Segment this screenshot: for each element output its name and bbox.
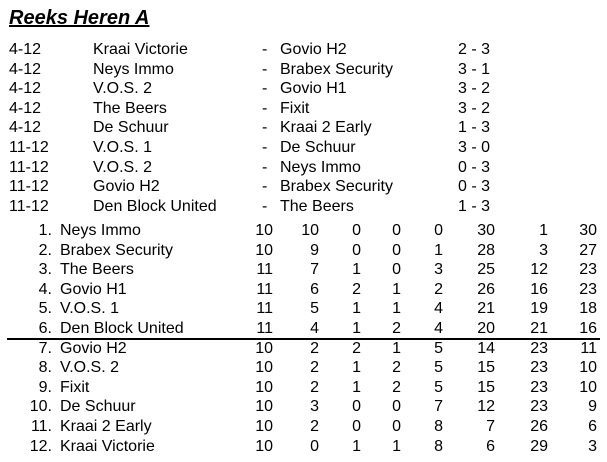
stat-cell-2: 2 [310,418,319,435]
stat-cell-5: 4 [434,320,443,337]
stat-cell-4: 0 [392,241,401,259]
sets-against-cell: 26 [530,418,548,435]
home-team: V.O.S. 2 [93,80,152,98]
away-team: Kraai 2 Early [280,119,372,137]
stat-cell-3: 0 [352,241,361,259]
team-cell: The Beers [60,261,134,279]
rank-cell: 2. [38,241,52,259]
sets-against-cell: 23 [530,398,548,416]
sets-for-cell: 21 [477,300,495,318]
stat-cell-2: 5 [310,300,319,318]
match-date: 11-12 [9,197,49,215]
match-score: 3 - 2 [458,99,491,117]
stat-cell-4: 1 [392,300,401,318]
stat-cell-2: 10 [301,222,319,239]
points-cell: 18 [579,300,597,318]
match-separator: - [262,119,268,137]
rank-cell: 11. [30,418,52,435]
stat-cell-5: 2 [434,280,443,298]
standing-row [0,221,607,241]
standing-row [0,241,607,261]
stat-cell-5: 0 [434,222,443,239]
match-row [0,60,607,80]
stat-cell-5: 8 [434,437,443,455]
rank-cell: 6. [38,320,52,337]
played-cell: 10 [255,359,273,377]
sets-against-cell: 23 [530,378,548,396]
played-cell: 11 [256,261,273,279]
home-team: V.O.S. 1 [93,139,152,156]
sets-against-cell: 3 [539,241,548,259]
home-team: V.O.S. 2 [93,158,152,176]
points-cell: 10 [579,378,597,396]
stat-cell-2: 2 [310,339,319,357]
match-row [0,79,607,99]
sets-for-cell: 25 [477,261,495,279]
stat-cell-5: 5 [434,378,443,396]
rank-cell: 4. [38,280,52,298]
stat-cell-3: 2 [352,339,361,357]
stat-cell-3: 1 [352,437,361,455]
standing-row [0,319,607,339]
away-team: Brabex Security [280,60,393,78]
match-date: 4-12 [9,80,42,98]
points-cell: 23 [579,280,597,298]
sets-for-cell: 6 [486,437,495,455]
match-score: 0 - 3 [458,178,491,196]
match-score: 3 - 1 [458,60,491,78]
match-score: 1 - 3 [458,119,491,137]
home-team: Kraai Victorie [93,41,188,58]
standing-row [0,280,607,300]
rank-cell: 1. [38,222,52,239]
match-date: 4-12 [9,119,42,137]
match-score: 0 - 3 [458,158,491,176]
standing-row [0,299,607,319]
stat-cell-4: 2 [392,320,401,337]
points-cell: 23 [579,261,597,279]
match-separator: - [262,41,268,58]
match-separator: - [262,158,268,176]
stat-cell-4: 0 [392,398,401,416]
stat-cell-4: 0 [392,222,401,239]
played-cell: 10 [255,339,273,357]
points-cell: 16 [579,320,597,337]
stat-cell-5: 4 [434,300,443,318]
standing-row [0,339,607,359]
stat-cell-2: 9 [310,241,319,259]
match-row [0,177,607,197]
points-cell: 27 [579,241,597,259]
played-cell: 11 [256,300,273,318]
team-cell: Kraai 2 Early [60,418,152,435]
sets-for-cell: 30 [477,222,495,239]
team-cell: Neys Immo [60,222,141,239]
sets-against-cell: 1 [539,222,548,239]
sets-against-cell: 12 [530,261,548,279]
away-team: De Schuur [280,139,356,156]
team-cell: Govio H2 [60,339,127,357]
standing-row [0,437,607,457]
sets-against-cell: 23 [530,339,548,357]
match-row [0,138,607,158]
stat-cell-2: 4 [310,320,319,337]
rank-cell: 10. [29,398,52,416]
away-team: Brabex Security [280,178,393,196]
match-separator: - [262,99,268,117]
home-team: De Schuur [93,119,169,137]
stat-cell-3: 0 [352,222,361,239]
played-cell: 11 [256,280,273,298]
sets-for-cell: 15 [477,378,495,396]
team-cell: Govio H1 [60,280,127,298]
stat-cell-2: 0 [310,437,319,455]
stat-cell-2: 6 [310,280,319,298]
played-cell: 10 [255,437,273,455]
sets-for-cell: 28 [477,241,495,259]
points-cell: 10 [579,359,597,377]
match-score: 2 - 3 [458,41,491,58]
match-separator: - [262,60,268,78]
stat-cell-5: 8 [434,418,443,435]
match-score: 1 - 3 [458,197,491,215]
stat-cell-3: 2 [352,280,361,298]
team-cell: De Schuur [60,398,136,416]
played-cell: 11 [256,320,273,337]
home-team: The Beers [93,99,167,117]
sets-for-cell: 14 [477,339,495,357]
stat-cell-2: 7 [310,261,319,279]
stat-cell-2: 2 [310,378,319,396]
stat-cell-3: 0 [352,398,361,416]
page-title: Reeks Heren A [9,7,150,29]
team-cell: Fixit [60,378,90,396]
match-date: 11-12 [9,139,49,156]
away-team: Fixit [280,99,310,117]
home-team: Neys Immo [93,60,174,78]
away-team: Govio H2 [280,41,347,58]
rank-cell: 9. [38,378,52,396]
stat-cell-3: 1 [352,378,361,396]
match-date: 4-12 [9,41,42,58]
sets-for-cell: 20 [477,320,495,337]
home-team: Den Block United [93,197,217,215]
sets-for-cell: 26 [477,280,495,298]
stat-cell-4: 0 [392,261,401,279]
match-separator: - [262,178,268,196]
stat-cell-3: 1 [352,300,361,318]
stat-cell-5: 3 [434,261,443,279]
stat-cell-4: 0 [392,418,401,435]
standing-row [0,358,607,378]
away-team: Govio H1 [280,80,347,98]
points-cell: 11 [580,339,597,357]
stat-cell-4: 2 [392,378,401,396]
rank-cell: 3. [38,261,52,279]
match-row [0,118,607,138]
match-separator: - [262,197,268,215]
played-cell: 10 [255,241,273,259]
match-row [0,99,607,119]
match-score: 3 - 2 [458,80,491,98]
stat-cell-3: 0 [352,418,361,435]
sets-for-cell: 12 [477,398,495,416]
points-cell: 30 [579,222,597,239]
match-separator: - [262,80,268,98]
home-team: Govio H2 [93,178,160,196]
stat-cell-4: 1 [392,339,401,357]
team-cell: Brabex Security [60,241,173,259]
rank-cell: 5. [38,300,52,318]
stat-cell-2: 2 [310,359,319,377]
match-row [0,197,607,217]
stat-cell-5: 1 [434,241,443,259]
match-separator: - [262,139,268,156]
match-row [0,40,607,60]
stat-cell-5: 5 [434,339,443,357]
away-team: The Beers [280,197,354,215]
relegation-divider [7,338,600,340]
rank-cell: 12. [29,437,52,455]
stat-cell-4: 2 [392,359,401,377]
stat-cell-3: 1 [352,261,361,279]
stat-cell-4: 1 [392,280,401,298]
sets-for-cell: 15 [477,359,495,377]
team-cell: V.O.S. 2 [60,359,119,377]
match-date: 11-12 [9,178,49,196]
stat-cell-3: 1 [352,320,361,337]
stat-cell-2: 3 [310,398,319,416]
sets-for-cell: 7 [486,418,495,435]
points-cell: 9 [588,398,597,416]
team-cell: Kraai Victorie [60,437,155,455]
rank-cell: 7. [38,339,52,357]
match-date: 4-12 [9,60,42,78]
played-cell: 10 [255,398,273,416]
team-cell: V.O.S. 1 [60,300,119,318]
sets-against-cell: 29 [530,437,548,455]
standing-row [0,417,607,437]
away-team: Neys Immo [280,158,361,176]
match-date: 4-12 [9,99,42,117]
stat-cell-5: 5 [434,359,443,377]
standing-row [0,397,607,417]
points-cell: 6 [588,418,597,435]
team-cell: Den Block United [60,320,184,337]
stat-cell-5: 7 [434,398,443,416]
played-cell: 10 [255,418,273,435]
standing-row [0,378,607,398]
match-score: 3 - 0 [458,139,491,156]
points-cell: 3 [588,437,597,455]
stat-cell-4: 1 [392,437,401,455]
rank-cell: 8. [38,359,52,377]
sets-against-cell: 16 [530,280,548,298]
sets-against-cell: 19 [530,300,548,318]
sets-against-cell: 23 [530,359,548,377]
sets-against-cell: 21 [530,320,548,337]
match-date: 11-12 [9,158,49,176]
played-cell: 10 [255,378,273,396]
stat-cell-3: 1 [352,359,361,377]
match-row [0,158,607,178]
standing-row [0,260,607,280]
played-cell: 10 [255,222,273,239]
